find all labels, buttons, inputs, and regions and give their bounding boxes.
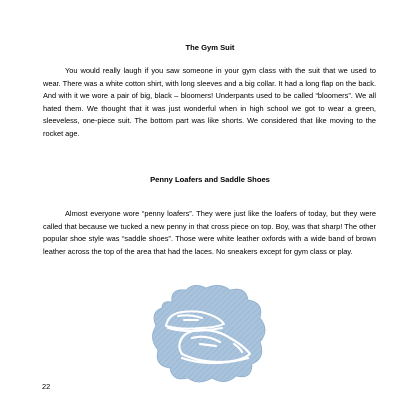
penny-loafer-shoes-icon — [148, 282, 270, 386]
paragraph-gym-suit: You would really laugh if you saw someone in your gym class with the suit that we used to wear. There was a white cotton shirt, with long sleeves and a big collar. It had a long flap on the back. And with it we wore a pair of big, black – bloomers! Underpants used to be called “bloomers”. We all hated them. We thought that it was just wonderful when in high school we got to wear a green, sleeveless, one-piece suit. The bottom part was like shorts. We considered that like moving to the rocket age. — [43, 66, 376, 138]
paragraph-penny-loafers: Almost everyone wore “penny loafers”. They were just like the loafers of today, but they were called that because we tucked a new penny in that cross piece on top. Boy, was that sharp! The other popular shoe style was “saddle shoes”. Those were white leather oxfords with a wide band of brown leather across the top of the area that had the laces. No sneakers except for gym class or play. — [43, 209, 376, 256]
page-number: 22 — [42, 382, 51, 391]
cloud-background-shape — [152, 285, 265, 382]
section-heading-penny-loafers: Penny Loafers and Saddle Shoes — [150, 175, 270, 184]
section-heading-gym-suit: The Gym Suit — [185, 43, 235, 52]
